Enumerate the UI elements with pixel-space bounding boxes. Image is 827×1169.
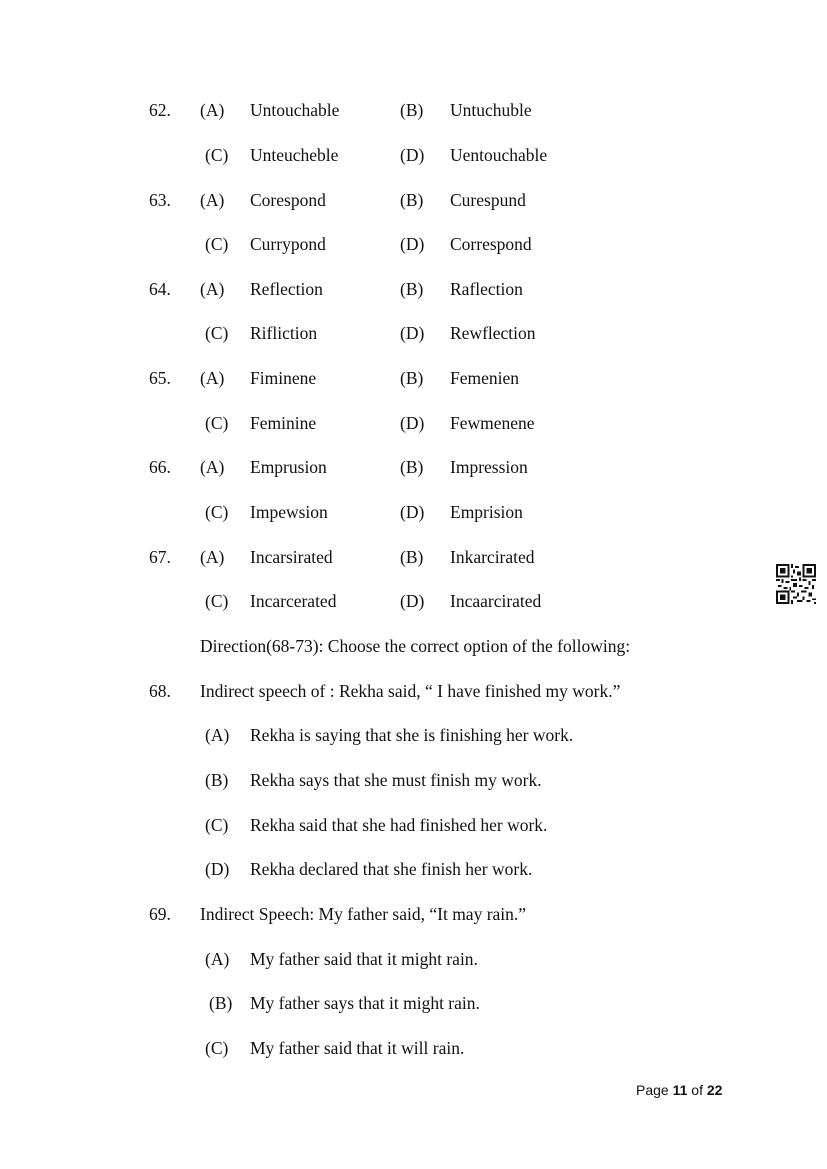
option-label-c: (C) xyxy=(205,234,229,254)
option-d: Rekha declared that she finish her work. xyxy=(250,859,533,879)
option-label-c: (C) xyxy=(205,815,229,835)
option-label-d: (D) xyxy=(400,502,425,522)
option-b: Impression xyxy=(450,457,528,477)
option-c: Feminine xyxy=(250,413,317,433)
option-a: My father said that it might rain. xyxy=(250,949,478,969)
option-label-c: (C) xyxy=(205,502,229,522)
option-label-a: (A) xyxy=(200,547,225,567)
direction-text: Direction(68-73): Choose the correct option of the following: xyxy=(200,636,631,656)
option-b: Femenien xyxy=(450,368,520,388)
option-c: Rifliction xyxy=(250,323,318,343)
option-c: Impewsion xyxy=(250,502,328,522)
option-label-a: (A) xyxy=(200,190,225,210)
question-number: 66. xyxy=(149,457,171,477)
option-a: Reflection xyxy=(250,279,323,299)
page-of: of xyxy=(687,1082,707,1098)
option-a: Rekha is saying that she is finishing her work. xyxy=(250,725,574,745)
option-d: Correspond xyxy=(450,234,532,254)
option-label-a: (A) xyxy=(205,725,230,745)
page-footer xyxy=(636,1082,722,1098)
option-label-c: (C) xyxy=(205,413,229,433)
option-a: Untouchable xyxy=(250,100,340,120)
option-c: Unteucheble xyxy=(250,145,339,165)
option-c: Currypond xyxy=(250,234,326,254)
option-b: My father says that it might rain. xyxy=(250,993,480,1013)
option-c: My father said that it will rain. xyxy=(250,1038,465,1058)
option-label-c: (C) xyxy=(205,323,229,343)
option-b: Curespund xyxy=(450,190,526,210)
option-label-d: (D) xyxy=(400,323,425,343)
option-label-c: (C) xyxy=(205,145,229,165)
option-label-a: (A) xyxy=(200,368,225,388)
page-label: Page xyxy=(636,1082,673,1098)
question-number: 64. xyxy=(149,279,171,299)
option-label-b: (B) xyxy=(400,100,424,120)
option-label-a: (A) xyxy=(200,279,225,299)
option-label-b: (B) xyxy=(400,190,424,210)
option-d: Incaarcirated xyxy=(450,591,542,611)
option-label-b: (B) xyxy=(400,368,424,388)
option-label-d: (D) xyxy=(400,234,425,254)
option-label-d: (D) xyxy=(400,145,425,165)
option-a: Corespond xyxy=(250,190,326,210)
question-number: 65. xyxy=(149,368,171,388)
option-d: Fewmenene xyxy=(450,413,535,433)
question-stem: Indirect Speech: My father said, “It may rain.” xyxy=(200,904,527,924)
option-label-b: (B) xyxy=(209,993,233,1013)
qr-code-icon xyxy=(776,564,816,604)
option-a: Emprusion xyxy=(250,457,327,477)
option-d: Rewflection xyxy=(450,323,536,343)
option-label-d: (D) xyxy=(400,413,425,433)
question-stem: Indirect speech of : Rekha said, “ I have finished my work.” xyxy=(200,681,621,701)
option-label-b: (B) xyxy=(400,547,424,567)
current-page: 11 xyxy=(672,1082,688,1098)
question-number: 67. xyxy=(149,547,171,567)
question-number: 69. xyxy=(149,904,171,924)
option-label-d: (D) xyxy=(400,591,425,611)
question-number: 63. xyxy=(149,190,171,210)
question-number: 62. xyxy=(149,100,171,120)
option-label-a: (A) xyxy=(200,457,225,477)
option-b: Inkarcirated xyxy=(450,547,535,567)
option-c: Incarcerated xyxy=(250,591,337,611)
option-a: Incarsirated xyxy=(250,547,333,567)
option-label-c: (C) xyxy=(205,1038,229,1058)
option-label-a: (A) xyxy=(205,949,230,969)
option-a: Fiminene xyxy=(250,368,317,388)
option-label-b: (B) xyxy=(400,457,424,477)
option-b: Raflection xyxy=(450,279,523,299)
option-c: Rekha said that she had finished her work. xyxy=(250,815,548,835)
option-d: Uentouchable xyxy=(450,145,548,165)
question-number: 68. xyxy=(149,681,171,701)
option-label-d: (D) xyxy=(205,859,230,879)
option-label-a: (A) xyxy=(200,100,225,120)
option-label-b: (B) xyxy=(205,770,229,790)
option-label-c: (C) xyxy=(205,591,229,611)
option-b: Rekha says that she must finish my work. xyxy=(250,770,542,790)
option-d: Emprision xyxy=(450,502,523,522)
total-pages: 22 xyxy=(706,1082,723,1098)
option-label-b: (B) xyxy=(400,279,424,299)
option-b: Untuchuble xyxy=(450,100,532,120)
